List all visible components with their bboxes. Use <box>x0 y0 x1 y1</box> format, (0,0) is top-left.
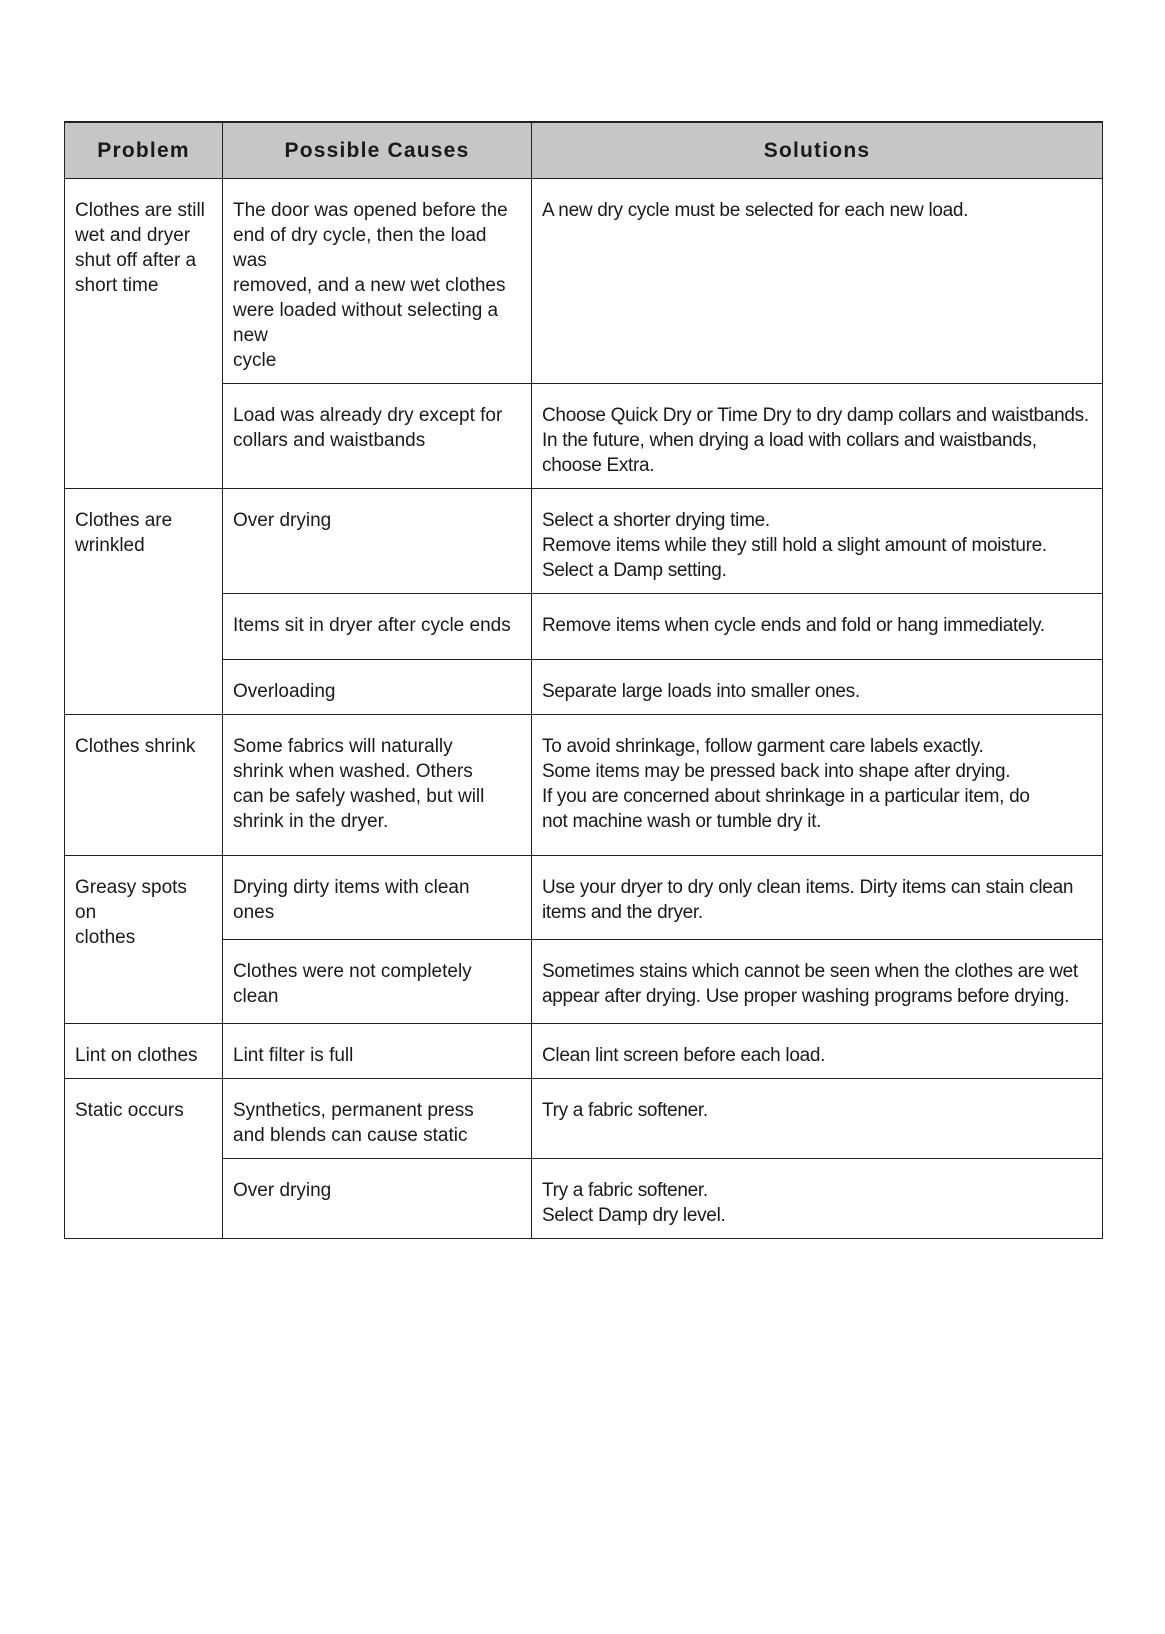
cause-cell <box>223 856 532 940</box>
solution-text: Choose Quick Dry or Time Dry to dry damp collars and waistbands. <box>542 405 1089 426</box>
cause-text: Items sit in dryer after cycle ends <box>233 615 511 636</box>
problem-cell <box>65 1079 223 1239</box>
problem-text: short time <box>75 275 159 296</box>
solution-text: A new dry cycle must be selected for each new load. <box>542 200 969 221</box>
solution-text: Some items may be pressed back into shape after drying. <box>542 761 1011 782</box>
cause-text: removed, and a new wet clothes <box>233 275 506 296</box>
problem-text: Greasy spots on <box>75 877 193 923</box>
table-row <box>65 179 1103 384</box>
solution-text: appear after drying. Use proper washing programs before drying. <box>542 986 1070 1007</box>
problem-text: clothes <box>75 927 136 948</box>
table-row <box>65 1024 1103 1079</box>
cause-text: clean <box>233 986 279 1007</box>
cause-cell <box>223 1079 532 1159</box>
solution-text: items and the dryer. <box>542 902 703 923</box>
cause-text: can be safely washed, but will <box>233 786 485 807</box>
problem-text: Clothes are <box>75 510 173 531</box>
solution-text: Select a Damp setting. <box>542 560 727 581</box>
solution-cell <box>532 660 1103 715</box>
troubleshooting-table <box>64 121 1103 1239</box>
troubleshooting-page <box>64 121 1102 1239</box>
header-problem: Problem <box>65 122 223 179</box>
problem-cell <box>65 715 223 856</box>
cause-text: Lint filter is full <box>233 1045 354 1066</box>
cause-text: shrink when washed. Others <box>233 761 473 782</box>
solution-text: Clean lint screen before each load. <box>542 1045 826 1066</box>
cause-cell <box>223 715 532 856</box>
solution-cell <box>532 856 1103 940</box>
solution-text: not machine wash or tumble dry it. <box>542 811 822 832</box>
solution-text: Select a shorter drying time. <box>542 510 770 531</box>
solution-cell <box>532 1159 1103 1239</box>
solution-cell <box>532 384 1103 489</box>
solution-text: Use your dryer to dry only clean items. Dirty items can stain clean <box>542 877 1074 898</box>
header-solutions: Solutions <box>532 122 1103 179</box>
problem-cell <box>65 856 223 1024</box>
solution-text: Remove items when cycle ends and fold or hang immediately. <box>542 615 1045 636</box>
problem-cell <box>65 1024 223 1079</box>
solution-text: To avoid shrinkage, follow garment care labels exactly. <box>542 736 984 757</box>
solution-cell <box>532 594 1103 660</box>
solution-text: If you are concerned about shrinkage in a particular item, do <box>542 786 1030 807</box>
table-row <box>65 856 1103 940</box>
cause-text: end of dry cycle, then the load was <box>233 225 492 271</box>
cause-text: and blends can cause static <box>233 1125 468 1146</box>
cause-text: Some fabrics will naturally <box>233 736 453 757</box>
solution-cell <box>532 489 1103 594</box>
table-row <box>65 1079 1103 1159</box>
cause-cell <box>223 940 532 1024</box>
cause-cell <box>223 1024 532 1079</box>
problem-text: shut off after a <box>75 250 197 271</box>
solution-text: choose Extra. <box>542 455 655 476</box>
cause-text: cycle <box>233 350 277 371</box>
table-row <box>65 489 1103 594</box>
cause-text: Over drying <box>233 1180 332 1201</box>
cause-cell <box>223 660 532 715</box>
solution-cell <box>532 715 1103 856</box>
problem-text: Clothes shrink <box>75 736 196 757</box>
problem-text: Lint on clothes <box>75 1045 198 1066</box>
solution-cell <box>532 1079 1103 1159</box>
solution-text: Remove items while they still hold a slight amount of moisture. <box>542 535 1047 556</box>
cause-text: Drying dirty items with clean <box>233 877 470 898</box>
table-row <box>65 715 1103 856</box>
problem-cell <box>65 179 223 489</box>
cause-text: The door was opened before the <box>233 200 508 221</box>
problem-text: Static occurs <box>75 1100 184 1121</box>
solution-cell <box>532 179 1103 384</box>
header-possible-causes: Possible Causes <box>223 122 532 179</box>
cause-text: Clothes were not completely <box>233 961 472 982</box>
cause-cell <box>223 489 532 594</box>
cause-cell <box>223 179 532 384</box>
header-row <box>65 122 1103 179</box>
cause-text: Over drying <box>233 510 332 531</box>
problem-text: wrinkled <box>75 535 145 556</box>
problem-cell <box>65 489 223 715</box>
solution-text: Sometimes stains which cannot be seen when the clothes are wet <box>542 961 1078 982</box>
solution-text: In the future, when drying a load with collars and waistbands, <box>542 430 1037 451</box>
solution-text: Try a fabric softener. <box>542 1100 708 1121</box>
solution-text: Select Damp dry level. <box>542 1205 726 1226</box>
cause-text: ones <box>233 902 275 923</box>
cause-text: Synthetics, permanent press <box>233 1100 474 1121</box>
cause-cell <box>223 384 532 489</box>
cause-text: shrink in the dryer. <box>233 811 389 832</box>
problem-text: wet and dryer <box>75 225 191 246</box>
solution-text: Try a fabric softener. <box>542 1180 708 1201</box>
cause-text: Overloading <box>233 681 336 702</box>
solution-cell <box>532 940 1103 1024</box>
cause-text: Load was already dry except for <box>233 405 503 426</box>
cause-text: collars and waistbands <box>233 430 426 451</box>
problem-text: Clothes are still <box>75 200 205 221</box>
cause-text: were loaded without selecting a new <box>233 300 504 346</box>
cause-cell <box>223 594 532 660</box>
cause-cell <box>223 1159 532 1239</box>
solution-text: Separate large loads into smaller ones. <box>542 681 860 702</box>
solution-cell <box>532 1024 1103 1079</box>
